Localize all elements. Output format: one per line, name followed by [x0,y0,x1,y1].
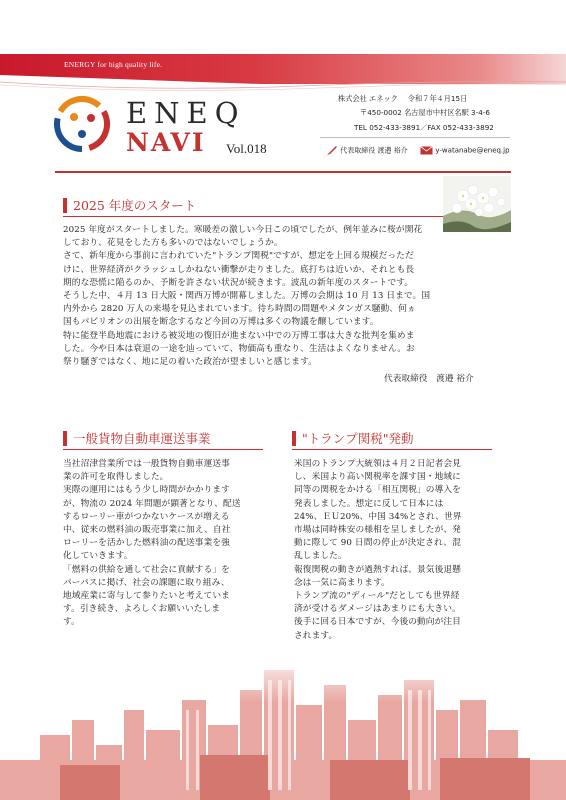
text-line: パーパスに掲げ、社会の課題に取り組み、 [63,577,230,588]
section-heading-freight [63,428,263,448]
text-line: 「燃料の供給を通して社会に貢献する」を [63,564,230,575]
section-marker [63,198,67,213]
company-address: 〒450-0002 名古屋市中村区名駅 3-4-6 [360,108,490,118]
text-line: 済が受けるダメージはあまりにも大きい。 [294,604,461,615]
text-line: した。今や日本は衰退の一途を辿っていて、物価高も重なり、生活はよくなりません。お [63,343,415,354]
flower-photo [443,176,511,232]
text-line: トランプ流の"ディール"だとしても世界経 [294,591,460,602]
section1-body [63,224,430,369]
mail-icon [420,146,433,155]
logo-rings-icon [52,94,112,154]
section-title: 2025 年度のスタート [73,198,197,213]
text-line: 発表しました。想定に反して日本には [294,498,444,509]
text-line: 中、従来の燃料油の販売事業に加え、自社 [63,525,231,536]
section-heading-2025 [63,195,443,215]
text-line: ローリーを活かした燃料油の配送事業を強 [63,538,230,549]
issue-date: 令和７年４月15日 [407,94,468,103]
brand-name: ENEQ [126,96,246,130]
text-line: 祭り騒ぎではなく、地に足の着いた政治が望ましいと感じます。 [63,357,317,368]
section-marker [63,431,67,446]
text-line: するローリー車がつかないケースが増える [63,511,230,522]
signature: 代表取締役 渡邉 裕介 [384,374,474,384]
tagline: ENERGY for high quality life. [64,60,163,69]
text-line: が、物流の 2024 年問題が顕著となり、配送 [63,498,241,509]
text-line: 特に能登半島地震における被災地の復旧が進まない中での万博工事は大きな批判を集めま [63,330,415,341]
company-divider [320,137,510,138]
text-line: しており、花見をした方も多いのではないでしょうか。 [63,238,283,249]
volume-number: Vol.018 [226,141,267,156]
company-info [338,92,494,135]
section-title: 一般貨物自動車運送事業 [73,431,211,446]
company-name: 株式会社 エネック [338,94,398,103]
text-line: 念は一気に高まります。 [294,577,390,588]
brand-navi: NAVI [126,128,206,157]
text-line: 米国のトランプ大統領は４月２日記者会見 [294,459,461,469]
section-title: "トランプ関税"発動 [302,431,414,446]
text-line: さて、新年度から事前に言われていた"トランプ関税"ですが、想定を上回る規模だっただ [63,251,414,262]
contact-row [326,145,510,156]
city-skyline-graphic [0,650,566,800]
section-underline [63,449,263,450]
text-line: す。引き続き、よろしくお願いいたしま [63,604,221,615]
email-link[interactable]: y-watanabe@eneq.jp [435,146,510,155]
section2-body [63,458,241,630]
text-line: 報復関税の動きが過熱すれば、景気後退懸 [294,564,461,575]
text-line: 2025 年度がスタートしました。寒暖差の激しい今日この頃でしたが、例年並みに桜が開花 [63,225,423,235]
section-marker [292,431,296,446]
text-line: 当社沼津営業所では一般貨物自動車運送事 [63,459,230,469]
text-line: し、米国より高い関税率を課す国・地域に [294,472,461,483]
text-line: 乱しました。 [294,551,347,562]
pen-icon [326,145,338,156]
text-line: 同等の関税をかける「相互関税」の導入を [294,485,461,496]
text-line: けに、世界経済がクラッシュしかねない衝撃が走りました。底打ちは近いか、それとも長 [63,264,415,275]
text-line: 実際の運用にはもう少し時間がかかります [63,485,230,496]
text-line: 業の許可を取得しました。 [63,472,169,483]
text-line: 24%、ＥＵ20%、中国 34%とされ、世界 [294,511,462,522]
text-line: す。 [63,617,80,628]
text-line: されます。 [294,630,338,641]
section-underline [292,449,492,450]
text-line: 期的な恐慌に陥るのか、予断を許さない状況が続きます。波乱の新年度のスタートです。 [63,277,414,288]
text-line: 市場は同時株安の様相を呈しましたが、発 [294,525,461,536]
text-line: 化していきます。 [63,551,133,562]
text-line: 地域産業に寄与して参りたいと考えていま [63,591,230,602]
text-line: 内外から 2820 万人の来場を見込まれています。待ち時間の問題やメタンガス騒動、何ヵ [63,304,416,315]
representative: 代表取締役 渡邉 裕介 [340,146,408,155]
header-divider [55,171,511,173]
section-heading-tariff [292,428,492,448]
section3-body [294,458,462,643]
text-line: そうした中、４月 13 日大阪・関西万博が開幕しました。万博の会期は 10 月 13 日まで。国 [63,291,431,302]
text-line: 国もパビリオンの出展を断念するなど今回の万博は多くの物議を醸しています。 [63,317,379,328]
company-tel-fax: TEL 052-433-3891／FAX 052-433-3892 [354,122,494,132]
text-line: 動に際して 90 日間の停止が決定され、混 [294,538,461,549]
text-line: 後手に回る日本ですが、今後の動向が注目 [294,617,461,628]
section-underline [63,216,443,217]
